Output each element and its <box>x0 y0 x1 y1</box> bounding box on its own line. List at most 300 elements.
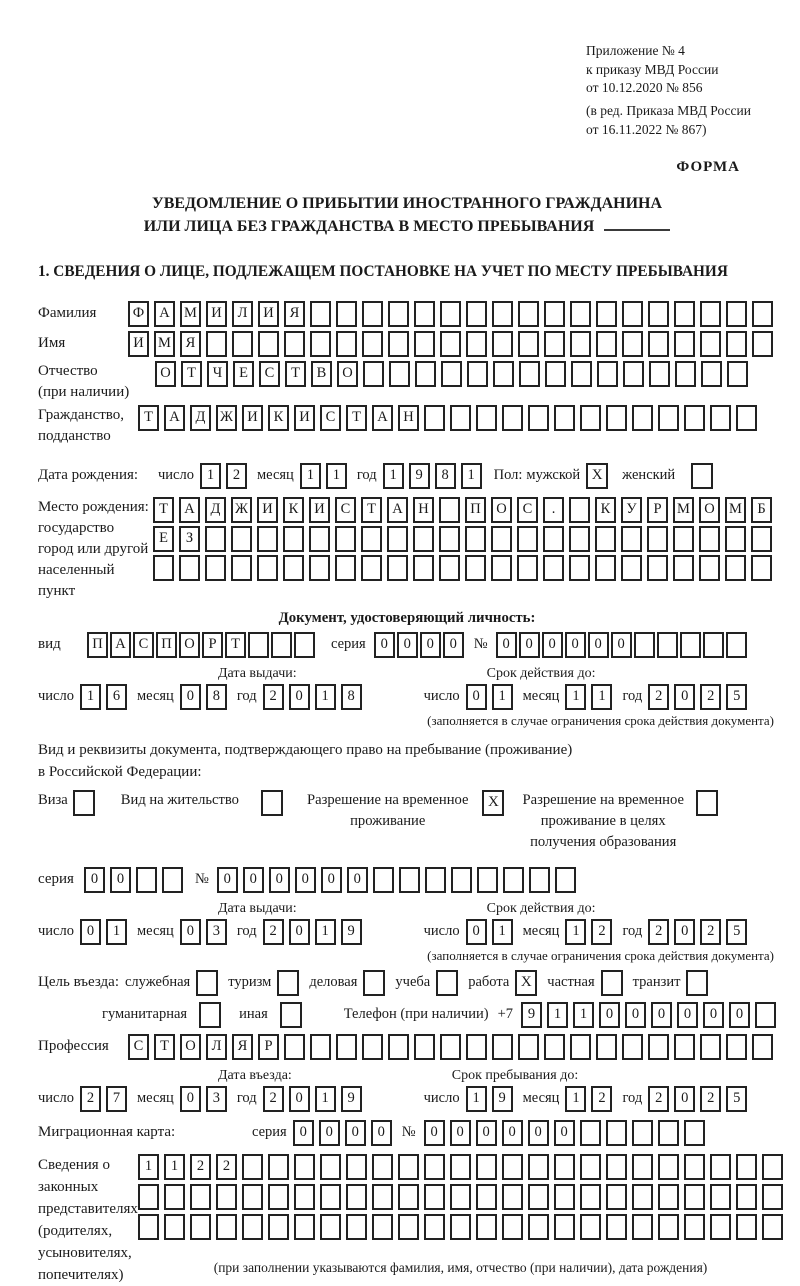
char-box[interactable] <box>136 867 157 893</box>
char-box[interactable] <box>503 867 524 893</box>
char-box[interactable]: Т <box>153 497 174 523</box>
char-box[interactable] <box>700 1034 721 1060</box>
char-box[interactable] <box>216 1214 237 1240</box>
char-box[interactable]: С <box>259 361 280 387</box>
char-box[interactable]: 2 <box>648 919 669 945</box>
char-box[interactable] <box>606 1154 627 1180</box>
char-box[interactable] <box>647 555 668 581</box>
char-box[interactable] <box>518 1034 539 1060</box>
char-box[interactable]: П <box>87 632 108 658</box>
char-box[interactable]: А <box>179 497 200 523</box>
char-box[interactable] <box>388 1034 409 1060</box>
char-box[interactable] <box>658 1184 679 1210</box>
char-box[interactable]: 1 <box>466 1086 487 1112</box>
char-box[interactable] <box>554 1154 575 1180</box>
char-box[interactable] <box>361 526 382 552</box>
char-box[interactable]: Я <box>284 301 305 327</box>
char-box[interactable] <box>621 526 642 552</box>
char-box[interactable] <box>622 331 643 357</box>
char-box[interactable] <box>554 405 575 431</box>
char-box[interactable] <box>310 1034 331 1060</box>
char-box[interactable]: 0 <box>321 867 342 893</box>
char-box[interactable] <box>398 1214 419 1240</box>
char-box[interactable]: Т <box>181 361 202 387</box>
char-box[interactable] <box>440 301 461 327</box>
char-box[interactable] <box>606 405 627 431</box>
char-box[interactable] <box>283 555 304 581</box>
option-visa-checkbox[interactable] <box>73 790 95 816</box>
char-box[interactable] <box>710 1214 731 1240</box>
char-box[interactable]: 0 <box>496 632 517 658</box>
char-box[interactable]: Л <box>206 1034 227 1060</box>
char-box[interactable] <box>580 1120 601 1146</box>
char-box[interactable] <box>414 301 435 327</box>
char-box[interactable]: 2 <box>263 684 284 710</box>
char-box[interactable]: М <box>154 331 175 357</box>
char-box[interactable] <box>543 526 564 552</box>
char-box[interactable]: 0 <box>289 684 310 710</box>
char-box[interactable] <box>492 1034 513 1060</box>
char-box[interactable] <box>476 1154 497 1180</box>
char-box[interactable]: 9 <box>341 919 362 945</box>
char-box[interactable]: 0 <box>295 867 316 893</box>
char-box[interactable]: 0 <box>674 1086 695 1112</box>
char-box[interactable] <box>190 1214 211 1240</box>
char-box[interactable] <box>346 1214 367 1240</box>
char-box[interactable] <box>451 867 472 893</box>
char-box[interactable] <box>294 1184 315 1210</box>
char-box[interactable] <box>517 555 538 581</box>
char-box[interactable] <box>580 1214 601 1240</box>
char-box[interactable] <box>554 1214 575 1240</box>
char-box[interactable] <box>518 301 539 327</box>
char-box[interactable]: 0 <box>397 632 418 658</box>
char-box[interactable]: 0 <box>476 1120 497 1146</box>
char-box[interactable] <box>361 555 382 581</box>
char-box[interactable] <box>673 526 694 552</box>
char-box[interactable]: 0 <box>371 1120 392 1146</box>
char-box[interactable] <box>440 331 461 357</box>
char-box[interactable] <box>242 1184 263 1210</box>
char-box[interactable] <box>320 1154 341 1180</box>
char-box[interactable] <box>502 405 523 431</box>
char-box[interactable]: 0 <box>554 1120 575 1146</box>
char-box[interactable]: 1 <box>547 1002 568 1028</box>
char-box[interactable] <box>632 1214 653 1240</box>
char-box[interactable] <box>467 361 488 387</box>
char-box[interactable]: 1 <box>80 684 101 710</box>
char-box[interactable]: 9 <box>492 1086 513 1112</box>
char-box[interactable]: Ж <box>231 497 252 523</box>
char-box[interactable] <box>439 526 460 552</box>
char-box[interactable]: 1 <box>315 684 336 710</box>
char-box[interactable]: Л <box>232 301 253 327</box>
char-box[interactable] <box>648 331 669 357</box>
char-box[interactable]: 2 <box>700 919 721 945</box>
char-box[interactable] <box>519 361 540 387</box>
char-box[interactable] <box>570 301 591 327</box>
char-box[interactable]: М <box>180 301 201 327</box>
char-box[interactable] <box>649 361 670 387</box>
char-box[interactable] <box>231 526 252 552</box>
char-box[interactable] <box>580 1184 601 1210</box>
char-box[interactable] <box>762 1154 783 1180</box>
char-box[interactable] <box>699 526 720 552</box>
char-box[interactable]: 0 <box>703 1002 724 1028</box>
option-temp-residence-education-checkbox[interactable] <box>696 790 718 816</box>
char-box[interactable] <box>632 1154 653 1180</box>
char-box[interactable] <box>271 632 292 658</box>
char-box[interactable]: 8 <box>206 684 227 710</box>
char-box[interactable] <box>413 555 434 581</box>
char-box[interactable]: 1 <box>565 919 586 945</box>
char-box[interactable]: 1 <box>300 463 321 489</box>
char-box[interactable] <box>190 1184 211 1210</box>
char-box[interactable] <box>398 1154 419 1180</box>
char-box[interactable]: 0 <box>651 1002 672 1028</box>
char-box[interactable]: 1 <box>492 684 513 710</box>
char-box[interactable] <box>336 1034 357 1060</box>
char-box[interactable] <box>388 301 409 327</box>
char-box[interactable] <box>493 361 514 387</box>
char-box[interactable] <box>517 526 538 552</box>
char-box[interactable]: Т <box>346 405 367 431</box>
char-box[interactable] <box>528 1154 549 1180</box>
char-box[interactable] <box>752 331 773 357</box>
char-box[interactable]: 0 <box>319 1120 340 1146</box>
char-box[interactable]: 2 <box>648 1086 669 1112</box>
sex-female-checkbox[interactable] <box>691 463 713 489</box>
char-box[interactable]: И <box>242 405 263 431</box>
char-box[interactable] <box>372 1184 393 1210</box>
purpose-transit-checkbox[interactable] <box>686 970 708 996</box>
char-box[interactable] <box>528 1214 549 1240</box>
char-box[interactable] <box>569 555 590 581</box>
char-box[interactable]: Д <box>205 497 226 523</box>
char-box[interactable]: 0 <box>565 632 586 658</box>
char-box[interactable]: 1 <box>315 919 336 945</box>
char-box[interactable] <box>372 1154 393 1180</box>
char-box[interactable] <box>755 1002 776 1028</box>
char-box[interactable]: А <box>154 301 175 327</box>
char-box[interactable] <box>622 301 643 327</box>
char-box[interactable] <box>414 1034 435 1060</box>
char-box[interactable] <box>675 361 696 387</box>
char-box[interactable] <box>762 1184 783 1210</box>
char-box[interactable] <box>388 331 409 357</box>
char-box[interactable]: Ч <box>207 361 228 387</box>
char-box[interactable] <box>684 1154 705 1180</box>
char-box[interactable]: 6 <box>106 684 127 710</box>
char-box[interactable] <box>673 555 694 581</box>
char-box[interactable]: 0 <box>110 867 131 893</box>
char-box[interactable] <box>248 632 269 658</box>
char-box[interactable]: 0 <box>269 867 290 893</box>
char-box[interactable] <box>310 331 331 357</box>
char-box[interactable]: 0 <box>424 1120 445 1146</box>
char-box[interactable] <box>476 1184 497 1210</box>
char-box[interactable] <box>450 1154 471 1180</box>
char-box[interactable] <box>680 632 701 658</box>
char-box[interactable]: 0 <box>420 632 441 658</box>
char-box[interactable]: К <box>283 497 304 523</box>
char-box[interactable] <box>596 1034 617 1060</box>
char-box[interactable]: 2 <box>80 1086 101 1112</box>
char-box[interactable] <box>242 1214 263 1240</box>
char-box[interactable] <box>571 361 592 387</box>
char-box[interactable]: 1 <box>573 1002 594 1028</box>
char-box[interactable] <box>450 405 471 431</box>
char-box[interactable]: 0 <box>729 1002 750 1028</box>
char-box[interactable] <box>310 301 331 327</box>
char-box[interactable]: И <box>128 331 149 357</box>
char-box[interactable]: Н <box>398 405 419 431</box>
char-box[interactable]: О <box>491 497 512 523</box>
char-box[interactable] <box>387 526 408 552</box>
char-box[interactable]: Р <box>202 632 223 658</box>
char-box[interactable] <box>294 1214 315 1240</box>
char-box[interactable] <box>450 1184 471 1210</box>
char-box[interactable] <box>595 526 616 552</box>
char-box[interactable] <box>232 331 253 357</box>
char-box[interactable] <box>727 361 748 387</box>
char-box[interactable] <box>684 1120 705 1146</box>
char-box[interactable] <box>725 555 746 581</box>
char-box[interactable]: Р <box>647 497 668 523</box>
char-box[interactable]: 0 <box>293 1120 314 1146</box>
char-box[interactable]: 1 <box>315 1086 336 1112</box>
char-box[interactable] <box>632 405 653 431</box>
char-box[interactable]: 9 <box>409 463 430 489</box>
char-box[interactable]: Т <box>225 632 246 658</box>
char-box[interactable]: О <box>179 632 200 658</box>
char-box[interactable] <box>606 1214 627 1240</box>
char-box[interactable] <box>257 526 278 552</box>
char-box[interactable]: Н <box>413 497 434 523</box>
char-box[interactable] <box>528 405 549 431</box>
char-box[interactable] <box>362 331 383 357</box>
char-box[interactable]: 2 <box>700 684 721 710</box>
char-box[interactable]: 0 <box>443 632 464 658</box>
char-box[interactable]: 1 <box>200 463 221 489</box>
char-box[interactable]: И <box>206 301 227 327</box>
char-box[interactable]: 2 <box>700 1086 721 1112</box>
char-box[interactable]: 0 <box>289 919 310 945</box>
purpose-humanitarian-checkbox[interactable] <box>199 1002 221 1028</box>
char-box[interactable] <box>363 361 384 387</box>
char-box[interactable] <box>752 301 773 327</box>
char-box[interactable]: М <box>725 497 746 523</box>
char-box[interactable]: Е <box>233 361 254 387</box>
char-box[interactable] <box>762 1214 783 1240</box>
char-box[interactable] <box>596 301 617 327</box>
char-box[interactable] <box>231 555 252 581</box>
char-box[interactable]: И <box>294 405 315 431</box>
char-box[interactable]: 3 <box>206 919 227 945</box>
char-box[interactable]: Т <box>138 405 159 431</box>
char-box[interactable] <box>736 1214 757 1240</box>
char-box[interactable] <box>528 1184 549 1210</box>
char-box[interactable]: 1 <box>138 1154 159 1180</box>
char-box[interactable]: 5 <box>726 684 747 710</box>
char-box[interactable]: 2 <box>226 463 247 489</box>
char-box[interactable]: 0 <box>243 867 264 893</box>
char-box[interactable] <box>684 1184 705 1210</box>
char-box[interactable] <box>268 1184 289 1210</box>
char-box[interactable] <box>580 405 601 431</box>
char-box[interactable] <box>699 555 720 581</box>
char-box[interactable] <box>751 555 772 581</box>
char-box[interactable]: Т <box>361 497 382 523</box>
char-box[interactable] <box>736 405 757 431</box>
char-box[interactable] <box>622 1034 643 1060</box>
char-box[interactable] <box>439 497 460 523</box>
char-box[interactable]: 2 <box>190 1154 211 1180</box>
char-box[interactable] <box>491 555 512 581</box>
char-box[interactable] <box>648 1034 669 1060</box>
char-box[interactable]: 0 <box>345 1120 366 1146</box>
char-box[interactable] <box>710 1184 731 1210</box>
char-box[interactable] <box>621 555 642 581</box>
char-box[interactable]: 0 <box>347 867 368 893</box>
char-box[interactable]: 0 <box>466 919 487 945</box>
char-box[interactable] <box>700 301 721 327</box>
char-box[interactable]: 1 <box>565 684 586 710</box>
char-box[interactable]: П <box>465 497 486 523</box>
char-box[interactable]: 0 <box>80 919 101 945</box>
char-box[interactable] <box>284 331 305 357</box>
char-box[interactable] <box>205 555 226 581</box>
char-box[interactable]: О <box>180 1034 201 1060</box>
char-box[interactable]: Т <box>154 1034 175 1060</box>
char-box[interactable] <box>398 1184 419 1210</box>
char-box[interactable] <box>658 1120 679 1146</box>
char-box[interactable] <box>595 555 616 581</box>
char-box[interactable]: П <box>156 632 177 658</box>
char-box[interactable] <box>440 1034 461 1060</box>
char-box[interactable] <box>674 1034 695 1060</box>
char-box[interactable] <box>606 1120 627 1146</box>
char-box[interactable] <box>580 1154 601 1180</box>
char-box[interactable]: 0 <box>674 684 695 710</box>
char-box[interactable] <box>309 526 330 552</box>
char-box[interactable] <box>294 1154 315 1180</box>
char-box[interactable]: О <box>155 361 176 387</box>
char-box[interactable]: 1 <box>461 463 482 489</box>
char-box[interactable] <box>544 1034 565 1060</box>
char-box[interactable] <box>570 1034 591 1060</box>
char-box[interactable] <box>658 1214 679 1240</box>
option-temp-residence-checkbox[interactable]: X <box>482 790 504 816</box>
char-box[interactable]: 0 <box>450 1120 471 1146</box>
char-box[interactable]: 1 <box>565 1086 586 1112</box>
char-box[interactable] <box>703 632 724 658</box>
char-box[interactable] <box>674 331 695 357</box>
char-box[interactable]: Я <box>232 1034 253 1060</box>
char-box[interactable] <box>726 632 747 658</box>
char-box[interactable] <box>425 867 446 893</box>
char-box[interactable]: К <box>595 497 616 523</box>
char-box[interactable]: 9 <box>521 1002 542 1028</box>
char-box[interactable] <box>346 1154 367 1180</box>
char-box[interactable]: 0 <box>519 632 540 658</box>
char-box[interactable]: 5 <box>726 919 747 945</box>
char-box[interactable]: А <box>387 497 408 523</box>
char-box[interactable] <box>258 331 279 357</box>
char-box[interactable]: 0 <box>502 1120 523 1146</box>
char-box[interactable]: 2 <box>263 919 284 945</box>
char-box[interactable] <box>362 301 383 327</box>
char-box[interactable] <box>466 1034 487 1060</box>
char-box[interactable] <box>502 1214 523 1240</box>
char-box[interactable] <box>164 1184 185 1210</box>
char-box[interactable]: Б <box>751 497 772 523</box>
char-box[interactable] <box>477 867 498 893</box>
char-box[interactable] <box>752 1034 773 1060</box>
char-box[interactable] <box>242 1154 263 1180</box>
char-box[interactable] <box>466 331 487 357</box>
char-box[interactable] <box>648 301 669 327</box>
char-box[interactable]: А <box>110 632 131 658</box>
char-box[interactable] <box>492 301 513 327</box>
char-box[interactable] <box>674 301 695 327</box>
char-box[interactable] <box>657 632 678 658</box>
char-box[interactable]: З <box>179 526 200 552</box>
char-box[interactable]: 2 <box>216 1154 237 1180</box>
char-box[interactable]: К <box>268 405 289 431</box>
char-box[interactable] <box>736 1184 757 1210</box>
char-box[interactable]: 2 <box>648 684 669 710</box>
option-residence-permit-checkbox[interactable] <box>261 790 283 816</box>
char-box[interactable]: Я <box>180 331 201 357</box>
char-box[interactable]: 0 <box>180 1086 201 1112</box>
char-box[interactable]: И <box>309 497 330 523</box>
char-box[interactable]: 0 <box>374 632 395 658</box>
char-box[interactable]: 1 <box>492 919 513 945</box>
char-box[interactable]: 1 <box>106 919 127 945</box>
char-box[interactable]: 1 <box>164 1154 185 1180</box>
char-box[interactable] <box>634 632 655 658</box>
char-box[interactable] <box>336 331 357 357</box>
char-box[interactable] <box>439 555 460 581</box>
purpose-study-checkbox[interactable] <box>436 970 458 996</box>
char-box[interactable] <box>465 555 486 581</box>
char-box[interactable] <box>710 1154 731 1180</box>
char-box[interactable] <box>268 1154 289 1180</box>
char-box[interactable] <box>205 526 226 552</box>
char-box[interactable] <box>725 526 746 552</box>
char-box[interactable] <box>294 632 315 658</box>
char-box[interactable] <box>476 1214 497 1240</box>
char-box[interactable] <box>623 361 644 387</box>
char-box[interactable] <box>529 867 550 893</box>
purpose-private-checkbox[interactable] <box>601 970 623 996</box>
char-box[interactable]: . <box>543 497 564 523</box>
char-box[interactable] <box>283 526 304 552</box>
char-box[interactable] <box>424 1214 445 1240</box>
char-box[interactable]: И <box>257 497 278 523</box>
char-box[interactable] <box>335 555 356 581</box>
char-box[interactable]: И <box>258 301 279 327</box>
char-box[interactable]: 7 <box>106 1086 127 1112</box>
sex-male-checkbox[interactable]: X <box>586 463 608 489</box>
char-box[interactable]: Т <box>285 361 306 387</box>
char-box[interactable] <box>450 1214 471 1240</box>
char-box[interactable]: 0 <box>677 1002 698 1028</box>
char-box[interactable] <box>726 1034 747 1060</box>
purpose-work-checkbox[interactable]: X <box>515 970 537 996</box>
char-box[interactable] <box>373 867 394 893</box>
